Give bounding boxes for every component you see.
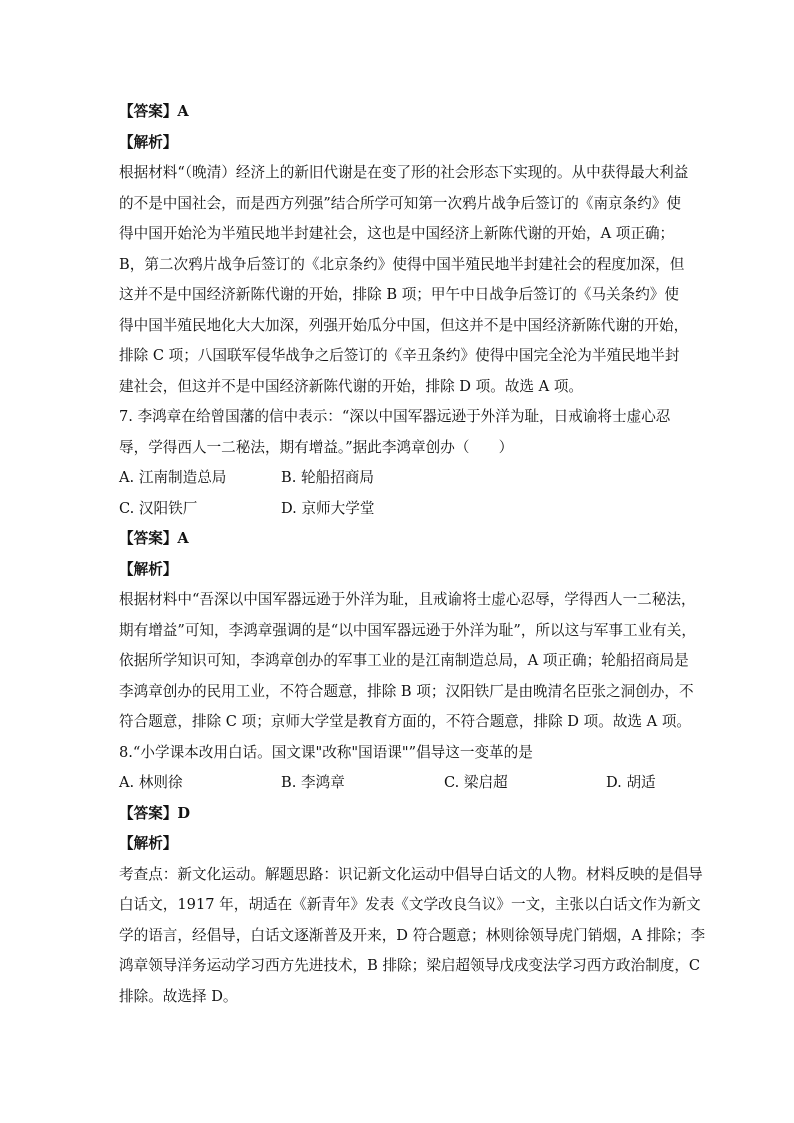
- question-7-option-c: C. 汉阳铁厂: [119, 499, 198, 517]
- question-7-options-row-1: [119, 463, 679, 494]
- analysis-text-line: 学的语言，经倡导，白话文逐渐普及开来，D 符合题意；林则徐领导虎门销烟，A 排除；李: [119, 926, 706, 944]
- analysis-text-line: 得中国半殖民地化大大加深，列强开始瓜分中国，但这并不是中国经济新陈代谢的开始，: [119, 316, 689, 334]
- question-7-option-a: A. 江南制造总局: [119, 469, 227, 486]
- document-content: [119, 97, 706, 1012]
- question-7-stem: 辱，学得西人一二秘法，期有增益。”据此李鸿章创办（ ）: [119, 438, 514, 456]
- question-7-options-row-2: [119, 494, 679, 525]
- question-7-stem: 7. 李鸿章在给曾国藩的信中表示：“深以中国军器远逊于外洋为耻，日戒谕将士虚心忍: [119, 408, 671, 425]
- analysis-text-line: 排除 C 项；八国联军侵华战争之后签订的《辛丑条约》使得中国完全沦为半殖民地半封: [119, 347, 680, 364]
- analysis-text-line: 得中国开始沦为半殖民地半封建社会，这也是中国经济上新陈代谢的开始，A 项正确；: [119, 225, 675, 242]
- question-8-option-a: A. 林则徐: [119, 774, 183, 791]
- question-8-option-b: B. 李鸿章: [281, 774, 345, 791]
- question-7-option-b: B. 轮船招商局: [281, 469, 374, 486]
- analysis-text-line: 鸿章领导洋务运动学习西方先进技术，B 排除；梁启超领导戊戌变法学习西方政治制度，C: [119, 957, 701, 974]
- analysis-text-line: 建社会，但这并不是中国经济新陈代谢的开始，排除 D 项。故选 A 项。: [119, 377, 584, 395]
- answer-label: 【答案】A: [119, 103, 189, 120]
- answer-label: 【答案】A: [119, 530, 189, 547]
- question-7-option-d: D. 京师大学堂: [281, 499, 375, 517]
- analysis-heading: 【解析】: [119, 835, 178, 852]
- analysis-text-line: 的不是中国社会，而是西方列强”结合所学可知第一次鸦片战争后签订的《南京条约》使: [119, 194, 682, 212]
- analysis-heading: 【解析】: [119, 133, 178, 151]
- analysis-text-line: 根据材料中“吾深以中国军器远逊于外洋为耻，且戒谕将士虚心忍辱，学得西人一二秘法，: [119, 591, 696, 608]
- analysis-text-line: 这并不是中国经济新陈代谢的开始，排除 B 项；甲午中日战争后签订的《马关条约》使: [119, 286, 679, 303]
- analysis-text-line: 考查点：新文化运动。解题思路：识记新文化运动中倡导白话文的人物。材料反映的是倡导: [119, 865, 703, 883]
- analysis-text-line: 排除。故选择 D。: [119, 987, 238, 1005]
- analysis-text-line: B，第二次鸦片战争后签订的《北京条约》使得中国半殖民地半封建社会的程度加深，但: [119, 255, 685, 273]
- analysis-text-line: 依据所学知识可知，李鸿章创办的军事工业的是江南制造总局，A 项正确；轮船招商局是: [119, 652, 689, 669]
- analysis-text-line: 根据材料“（晚清）经济上的新旧代谢是在变了形的社会形态下实现的。从中获得最大利益: [119, 164, 689, 181]
- analysis-text-line: 符合题意，排除 C 项；京师大学堂是教育方面的，不符合题意，排除 D 项。故选 A 项。: [119, 713, 692, 730]
- question-8-stem: 8.“小学课本改用白话。国文课"改称"国语课"”倡导这一变革的是: [119, 743, 533, 761]
- analysis-text-line: 李鸿章创办的民用工业，不符合题意，排除 B 项；汉阳铁厂是由晚清名臣张之洞创办，不: [119, 682, 694, 700]
- analysis-heading: 【解析】: [119, 560, 178, 578]
- answer-label: 【答案】D: [119, 804, 191, 822]
- question-8-option-d: D. 胡适: [606, 774, 656, 791]
- analysis-text-line: 期有增益”可知，李鸿章强调的是“以中国军器远逊于外洋为耻”，所以这与军事工业有关，: [119, 621, 696, 639]
- question-8-options-row: [119, 768, 679, 799]
- question-8-option-c: C. 梁启超: [444, 774, 508, 791]
- analysis-text-line: 白话文，1917 年，胡适在《新青年》发表《文学改良刍议》一文，主张以白话文作为新文: [119, 896, 701, 913]
